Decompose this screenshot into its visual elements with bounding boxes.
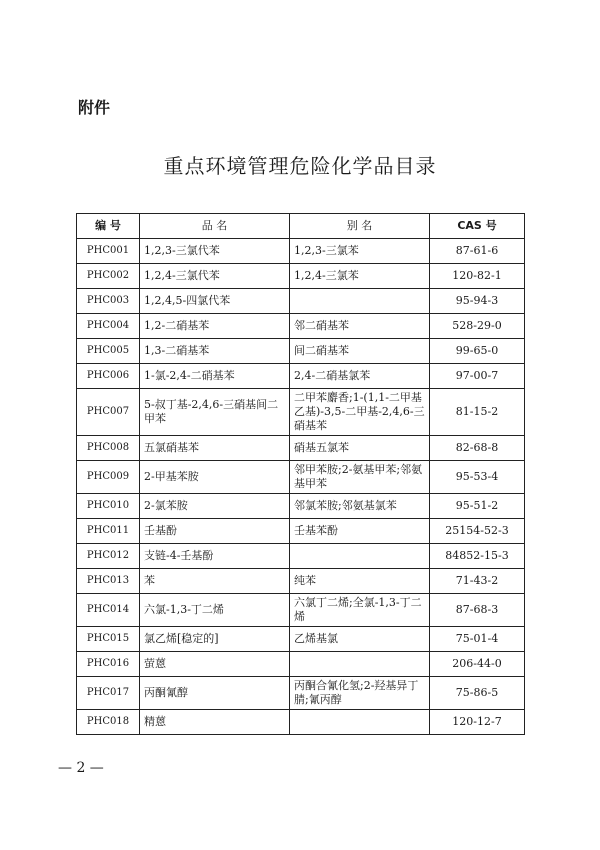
cell-name: 丙酮氰醇 xyxy=(140,677,290,710)
cell-name: 五氯硝基苯 xyxy=(140,436,290,461)
cell-id: PHC010 xyxy=(77,494,140,519)
cell-id: PHC015 xyxy=(77,627,140,652)
cell-id: PHC016 xyxy=(77,652,140,677)
cell-cas: 120-82-1 xyxy=(430,264,525,289)
cell-name: 1-氯-2,4-二硝基苯 xyxy=(140,364,290,389)
cell-cas: 95-53-4 xyxy=(430,461,525,494)
table-row xyxy=(77,494,525,519)
cell-name: 萤蒽 xyxy=(140,652,290,677)
cell-cas: 97-00-7 xyxy=(430,364,525,389)
table-row xyxy=(77,461,525,494)
cell-alias: 壬基苯酚 xyxy=(290,519,430,544)
cell-alias: 二甲苯麝香;1-(1,1-二甲基乙基)-3,5-二甲基-2,4,6-三硝基苯 xyxy=(290,389,430,436)
table-row xyxy=(77,652,525,677)
column-header-alias: 别 名 xyxy=(290,214,430,239)
table-row xyxy=(77,544,525,569)
cell-id: PHC006 xyxy=(77,364,140,389)
column-header-id: 编 号 xyxy=(77,214,140,239)
table-row xyxy=(77,239,525,264)
cell-id: PHC017 xyxy=(77,677,140,710)
cell-cas: 25154-52-3 xyxy=(430,519,525,544)
cell-id: PHC009 xyxy=(77,461,140,494)
attachment-label: 附件 xyxy=(78,98,111,117)
cell-alias: 硝基五氯苯 xyxy=(290,436,430,461)
table-header-row xyxy=(77,214,525,239)
cell-id: PHC003 xyxy=(77,289,140,314)
cell-alias xyxy=(290,710,430,735)
cell-id: PHC018 xyxy=(77,710,140,735)
cell-cas: 75-86-5 xyxy=(430,677,525,710)
cell-name: 5-叔丁基-2,4,6-三硝基间二甲苯 xyxy=(140,389,290,436)
table-row xyxy=(77,364,525,389)
cell-cas: 120-12-7 xyxy=(430,710,525,735)
cell-alias xyxy=(290,652,430,677)
cell-name: 壬基酚 xyxy=(140,519,290,544)
cell-name: 2-甲基苯胺 xyxy=(140,461,290,494)
table-row xyxy=(77,339,525,364)
table-row xyxy=(77,569,525,594)
cell-id: PHC005 xyxy=(77,339,140,364)
cell-cas: 206-44-0 xyxy=(430,652,525,677)
cell-alias: 丙酮合氰化氢;2-羟基异丁腈;氰丙醇 xyxy=(290,677,430,710)
cell-cas: 84852-15-3 xyxy=(430,544,525,569)
cell-cas: 528-29-0 xyxy=(430,314,525,339)
table-row xyxy=(77,594,525,627)
cell-alias: 间二硝基苯 xyxy=(290,339,430,364)
cell-alias: 纯苯 xyxy=(290,569,430,594)
table-row xyxy=(77,264,525,289)
cell-name: 支链-4-壬基酚 xyxy=(140,544,290,569)
cell-id: PHC002 xyxy=(77,264,140,289)
chemicals-table xyxy=(76,213,525,735)
cell-alias: 1,2,3-三氯苯 xyxy=(290,239,430,264)
cell-name: 1,3-二硝基苯 xyxy=(140,339,290,364)
cell-cas: 71-43-2 xyxy=(430,569,525,594)
cell-name: 1,2-二硝基苯 xyxy=(140,314,290,339)
cell-alias: 乙烯基氯 xyxy=(290,627,430,652)
table-row xyxy=(77,677,525,710)
table-row xyxy=(77,519,525,544)
cell-cas: 82-68-8 xyxy=(430,436,525,461)
cell-alias: 六氯丁二烯;全氯-1,3-丁二烯 xyxy=(290,594,430,627)
cell-id: PHC011 xyxy=(77,519,140,544)
cell-cas: 95-94-3 xyxy=(430,289,525,314)
cell-alias: 邻氯苯胺;邻氨基氯苯 xyxy=(290,494,430,519)
cell-cas: 95-51-2 xyxy=(430,494,525,519)
column-header-name: 品 名 xyxy=(140,214,290,239)
cell-id: PHC012 xyxy=(77,544,140,569)
table-row xyxy=(77,627,525,652)
cell-name: 1,2,4-三氯代苯 xyxy=(140,264,290,289)
cell-name: 氯乙烯[稳定的] xyxy=(140,627,290,652)
cell-cas: 87-61-6 xyxy=(430,239,525,264)
cell-name: 六氯-1,3-丁二烯 xyxy=(140,594,290,627)
cell-alias: 邻二硝基苯 xyxy=(290,314,430,339)
cell-alias xyxy=(290,289,430,314)
cell-alias: 邻甲苯胺;2-氨基甲苯;邻氨基甲苯 xyxy=(290,461,430,494)
table-row xyxy=(77,314,525,339)
table-row xyxy=(77,710,525,735)
cell-name: 精蒽 xyxy=(140,710,290,735)
table-row xyxy=(77,289,525,314)
cell-name: 2-氯苯胺 xyxy=(140,494,290,519)
cell-cas: 99-65-0 xyxy=(430,339,525,364)
table-row xyxy=(77,436,525,461)
table-row xyxy=(77,389,525,436)
cell-cas: 75-01-4 xyxy=(430,627,525,652)
cell-alias: 2,4-二硝基氯苯 xyxy=(290,364,430,389)
cell-name: 苯 xyxy=(140,569,290,594)
cell-cas: 81-15-2 xyxy=(430,389,525,436)
cell-name: 1,2,3-三氯代苯 xyxy=(140,239,290,264)
cell-id: PHC001 xyxy=(77,239,140,264)
cell-id: PHC007 xyxy=(77,389,140,436)
cell-id: PHC014 xyxy=(77,594,140,627)
cell-alias xyxy=(290,544,430,569)
cell-alias: 1,2,4-三氯苯 xyxy=(290,264,430,289)
cell-id: PHC004 xyxy=(77,314,140,339)
column-header-cas: CAS 号 xyxy=(430,214,525,239)
cell-name: 1,2,4,5-四氯代苯 xyxy=(140,289,290,314)
cell-id: PHC013 xyxy=(77,569,140,594)
page-title: 重点环境管理危险化学品目录 xyxy=(163,154,437,178)
page-number: — 2 — xyxy=(58,760,104,776)
cell-id: PHC008 xyxy=(77,436,140,461)
cell-cas: 87-68-3 xyxy=(430,594,525,627)
